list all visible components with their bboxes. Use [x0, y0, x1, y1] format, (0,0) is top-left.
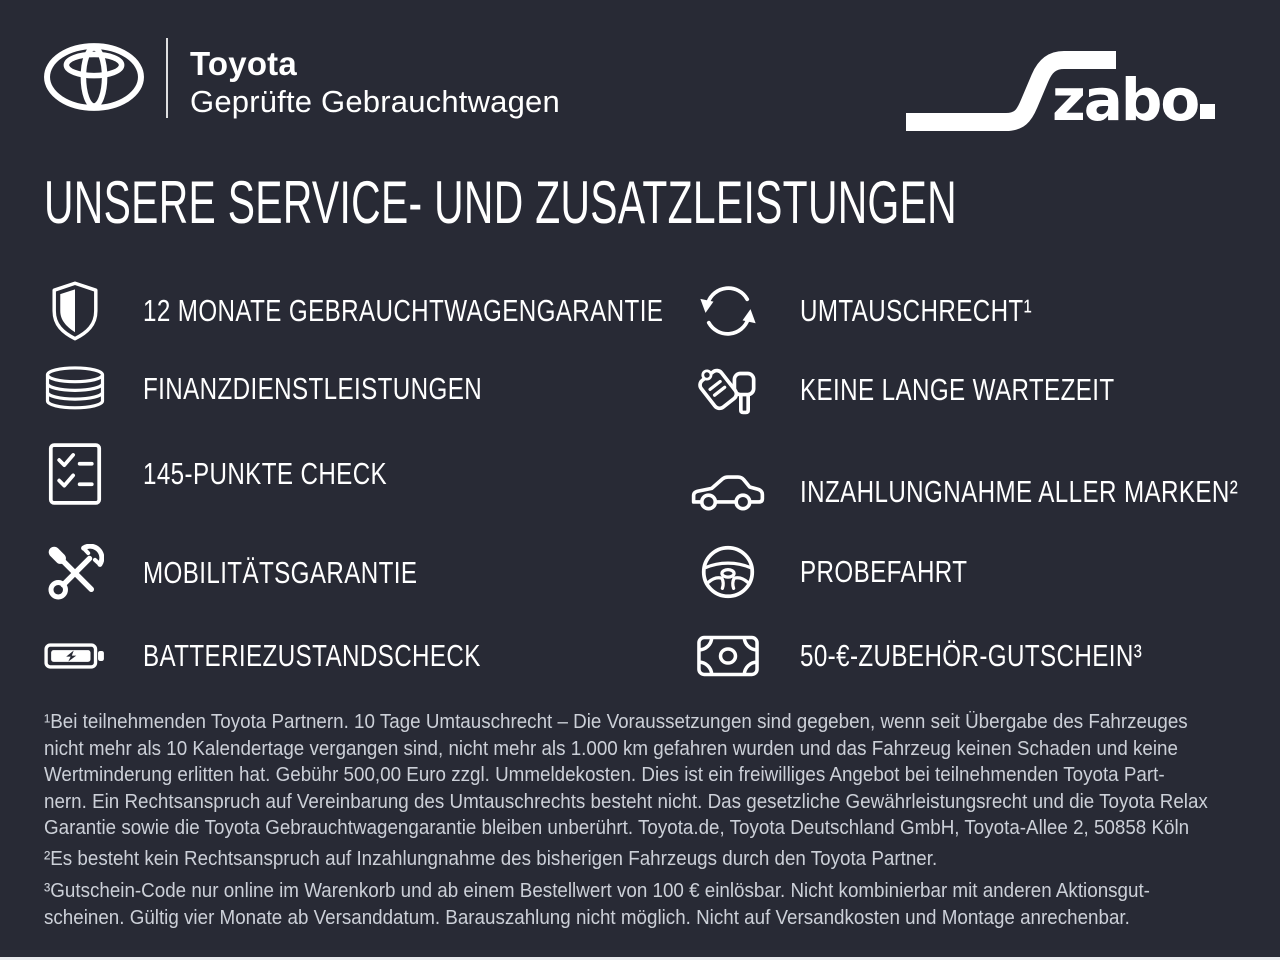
service-item-label: KEINE LANGE WARTEZEIT	[800, 372, 1115, 407]
coins-icon	[40, 365, 110, 413]
toyota-logo-icon	[40, 42, 148, 112]
service-item-label: BATTERIEZUSTANDSCHECK	[143, 638, 481, 673]
service-item	[40, 616, 576, 696]
service-item	[40, 533, 495, 613]
header-divider	[166, 38, 168, 118]
service-item	[690, 532, 1015, 612]
battery-icon	[40, 638, 110, 674]
footnote-line: Garantie sowie die Toyota Gebrauchtwagengarantie bleiben unberührt. Toyota.de, Toyota Deutschland GmbH, Toyota-Allee 2, 50858 Köln	[44, 817, 1190, 839]
car-icon	[690, 470, 766, 514]
service-item	[690, 616, 1239, 696]
key-tag-icon	[690, 357, 766, 423]
footnote-line: ³Gutschein-Code nur online im Warenkorb und ab einem Bestellwert von 100 € einlösbar. Nicht kombinierbar mit anderen Aktionsgut-	[44, 880, 1150, 902]
footnote-2	[44, 846, 937, 873]
footnote-line: ²Es besteht kein Rechtsanspruch auf Inzahlungnahme des bisherigen Fahrzeugs durch den Toyota Partner.	[44, 848, 938, 870]
footnote-3	[44, 878, 1150, 931]
footnote-line: ¹Bei teilnehmenden Toyota Partnern. 10 Tage Umtauschrecht – Die Voraussetzungen sind gegeben, wenn seit Übergabe des Fahrzeuges	[44, 711, 1188, 733]
service-item	[690, 271, 1097, 351]
exchange-arrows-icon	[690, 280, 766, 342]
service-item-label: INZAHLUNGNAHME ALLER MARKEN²	[800, 474, 1239, 509]
szabo-period	[1200, 104, 1215, 119]
dealer-logo-szabo	[902, 40, 1234, 132]
service-item	[40, 434, 456, 514]
footnote-line: Wertminderung erlitten hat. Gebühr 500,00 Euro zzgl. Ummeldekosten. Dies ist ein freiwilliges Angebot bei teilnehmenden Toyota Part-	[44, 764, 1165, 786]
footnote-line: scheinen. Gültig vier Monate ab Versanddatum. Barauszahlung nicht möglich. Nicht auf Versandkosten und Montage anrechenbar.	[44, 906, 1130, 929]
service-item-label: FINANZDIENSTLEISTUNGEN	[143, 371, 483, 406]
szabo-letters: zabo	[1052, 66, 1199, 132]
tools-icon	[40, 544, 110, 602]
service-item-label: 50-€-ZUBEHÖR-GUTSCHEIN³	[800, 638, 1143, 673]
footnote-line: nern. Ein Rechtsanspruch auf Vereinbarung des Umtauschrechts besteht nicht. Das gesetzliche Gewährleistungsrecht und die Toyota Relax	[44, 790, 1208, 813]
steering-wheel-icon	[690, 544, 766, 600]
service-item-label: MOBILITÄTSGARANTIE	[143, 555, 418, 590]
service-item	[690, 452, 1280, 532]
page-title: UNSERE SERVICE- UND ZUSATZLEISTUNGEN	[44, 169, 957, 236]
service-item-label: UMTAUSCHRECHT¹	[800, 293, 1033, 328]
service-item	[690, 350, 1203, 430]
service-item-label: 12 MONATE GEBRAUCHTWAGENGARANTIE	[143, 293, 664, 328]
footnote-1	[44, 709, 1208, 842]
service-item-label: 145-PUNKTE CHECK	[143, 456, 388, 491]
service-item	[40, 349, 578, 429]
banknote-icon	[690, 634, 766, 678]
brand-name: Toyota	[190, 45, 297, 82]
shield-icon	[40, 280, 110, 342]
footnote-line: nicht mehr als 10 Kalendertage vergangen sind, nicht mehr als 1.000 km gefahren wurden und das Fahrzeug keinen Schaden und keine	[44, 737, 1178, 760]
brand-block	[190, 45, 560, 121]
brand-subtitle: Geprüfte Gebrauchtwagen	[190, 84, 560, 119]
checklist-icon	[40, 442, 110, 506]
service-item-label: PROBEFAHRT	[800, 554, 968, 589]
